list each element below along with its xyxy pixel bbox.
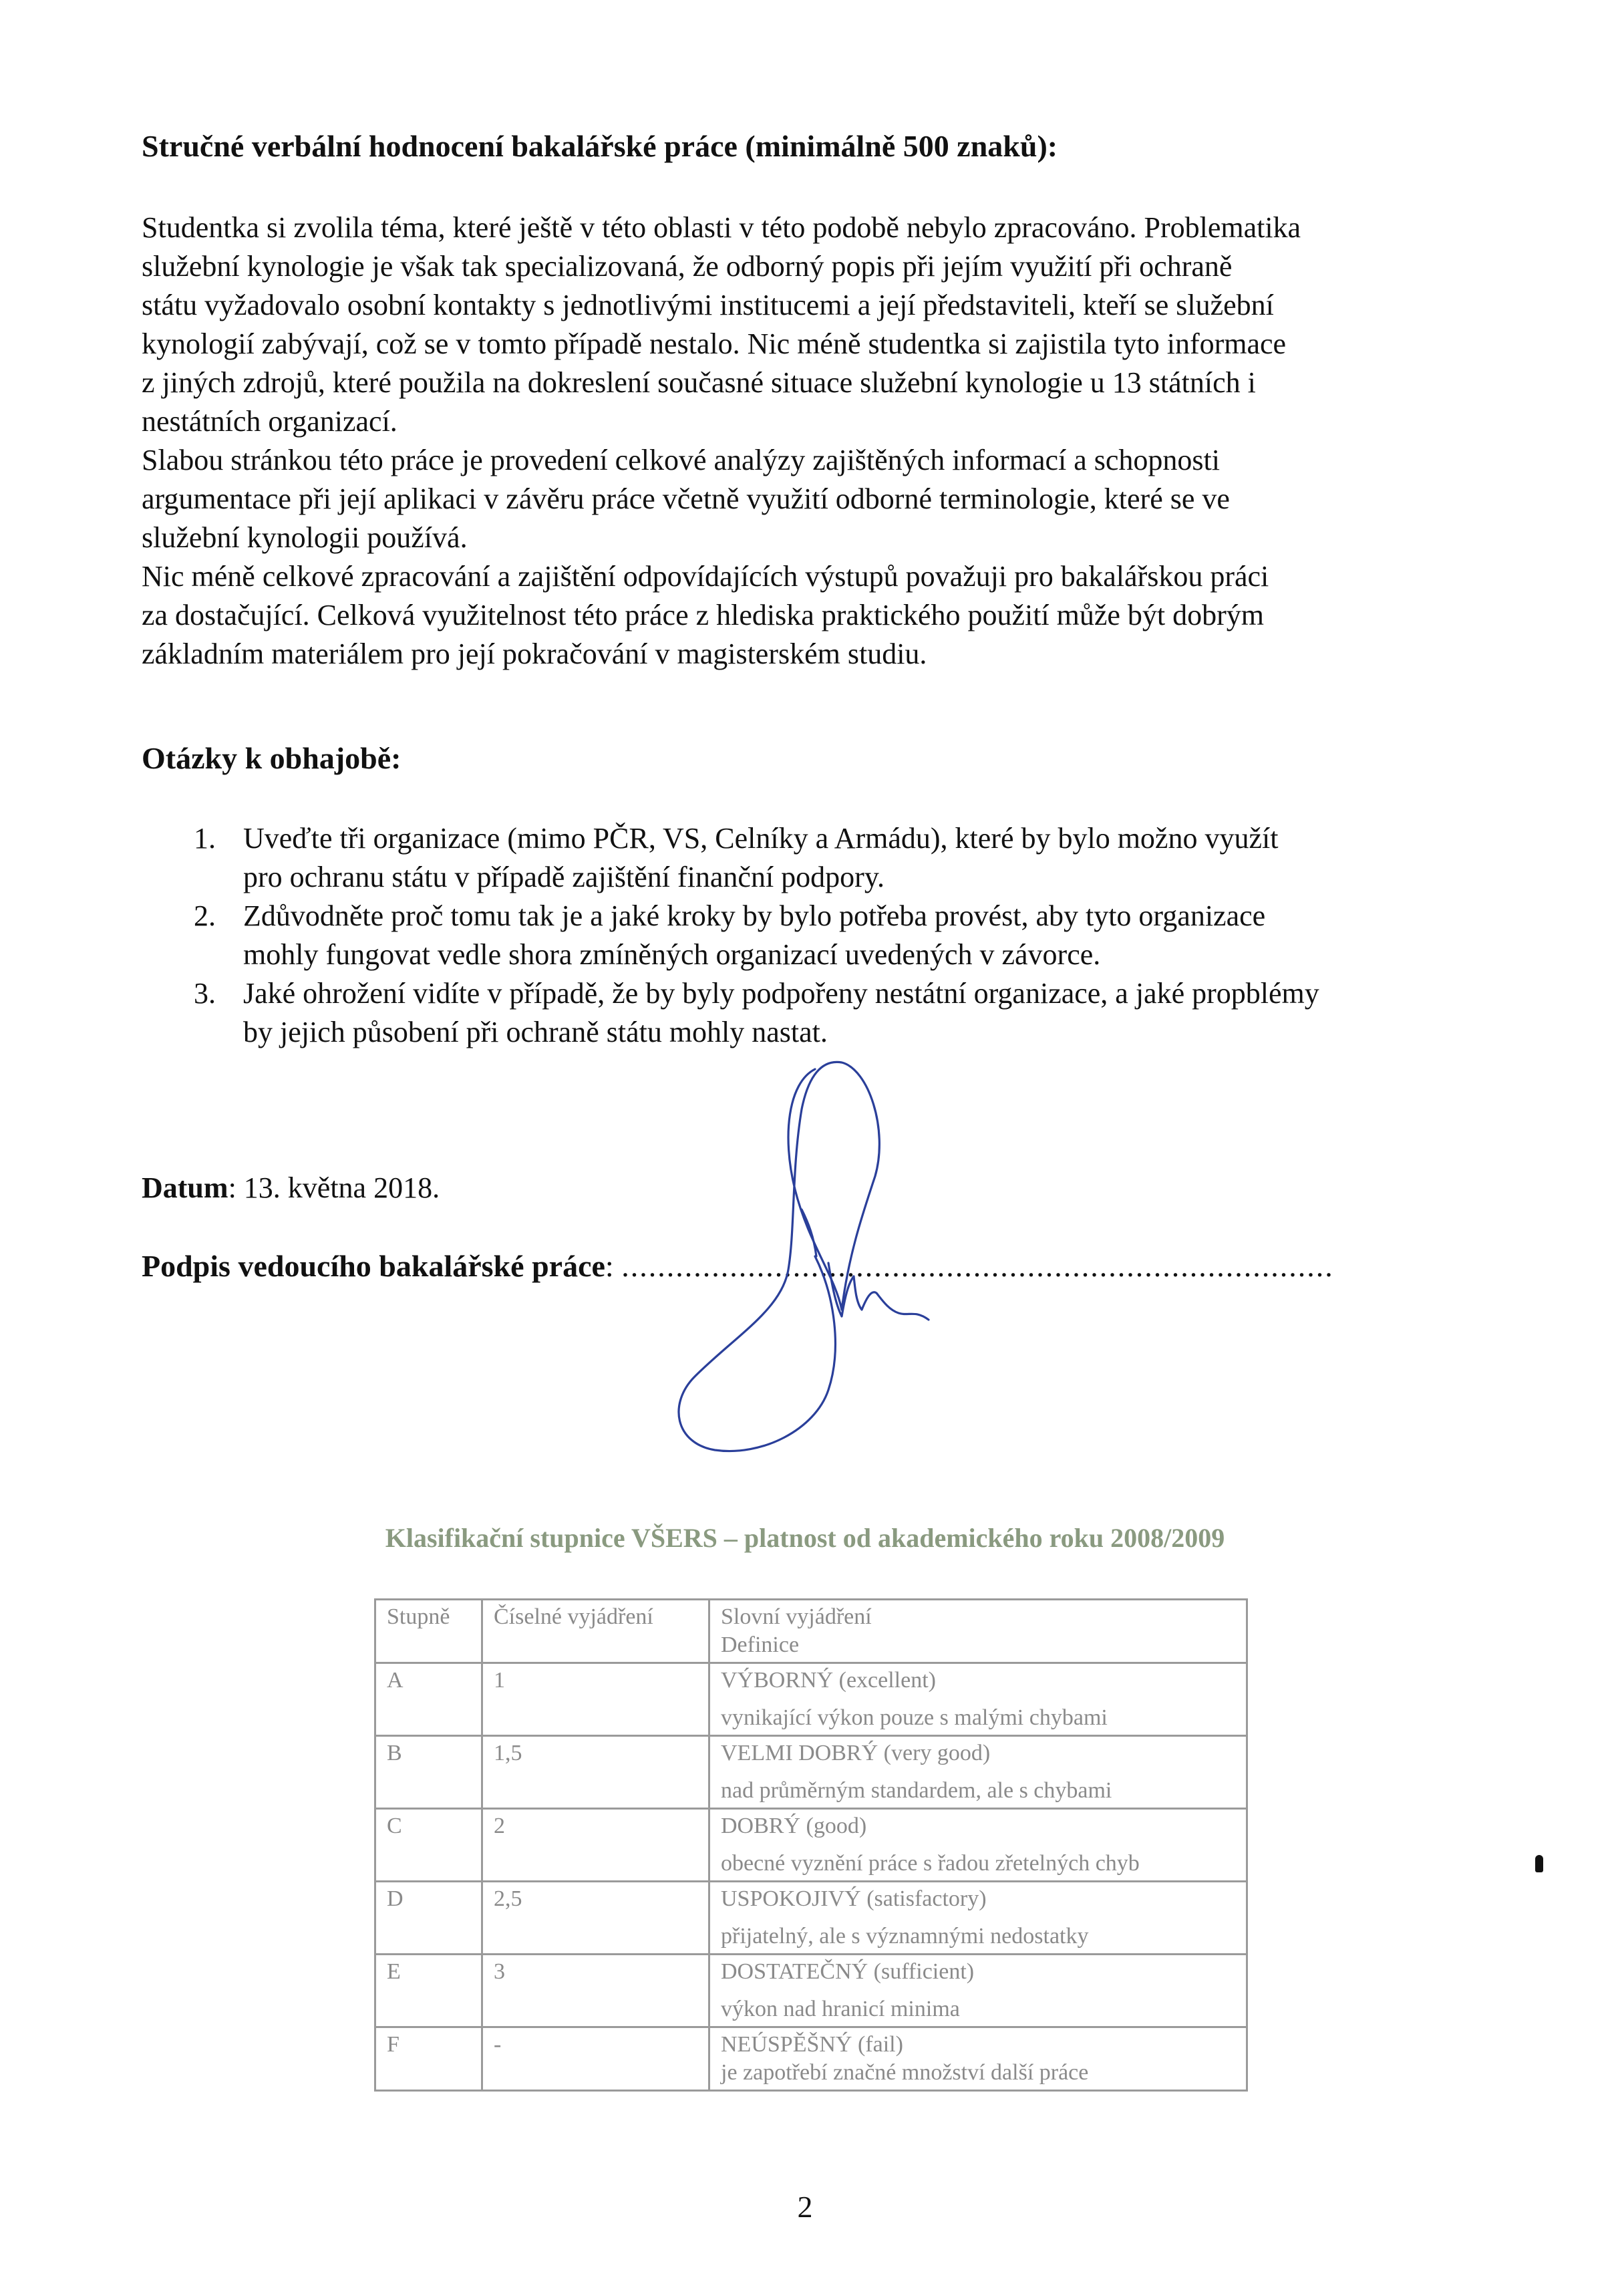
text-line: služební kynologii používá.: [142, 521, 468, 554]
header-numeric: Číselné vyjádření: [482, 1600, 709, 1663]
evaluation-paragraph-2: [142, 441, 1472, 557]
numeric-cell: 1,5: [482, 1736, 709, 1809]
header-grade: Stupně: [375, 1600, 482, 1663]
verbal-cell: [709, 1663, 1247, 1736]
grade-cell: D: [375, 1882, 482, 1955]
grade-definition: nad průměrným standardem, ale s chybami: [721, 1778, 1112, 1803]
grade-word: NEÚSPĚŠNÝ (fail): [721, 2032, 903, 2057]
questions-list: [142, 819, 1478, 1052]
signature-label: Podpis vedoucího bakalářské práce: [142, 1249, 605, 1283]
question-item: [142, 974, 1478, 1052]
grade-word: DOBRÝ (good): [721, 1814, 867, 1838]
classification-table: [374, 1598, 1248, 2092]
text-line: Nic méně celkové zpracování a zajištění odpovídajících výstupů považuji pro bakalářskou práci: [142, 560, 1269, 593]
grade-cell: B: [375, 1736, 482, 1809]
question-line: Jaké ohrožení vidíte v případě, že by byly podpořeny nestátní organizace, a jaké propblémy: [243, 977, 1319, 1010]
grade-definition: obecné vyznění práce s řadou zřetelných chyb: [721, 1851, 1140, 1876]
table-row: [375, 1955, 1247, 2027]
question-line: mohly fungovat vedle shora zmíněných organizací uvedených v závorce.: [243, 938, 1101, 971]
signature-colon: :: [605, 1249, 614, 1283]
question-number: 3.: [194, 977, 216, 1010]
scan-speck: [1535, 1855, 1543, 1872]
grade-cell: E: [375, 1955, 482, 2027]
table-row: [375, 1736, 1247, 1809]
text-line: Studentka si zvolila téma, které ještě v této oblasti v této podobě nebylo zpracováno. Problematika: [142, 211, 1301, 244]
signature-stroke: [679, 1062, 879, 1451]
question-number: 2.: [194, 899, 216, 932]
grade-cell: A: [375, 1663, 482, 1736]
header-definition-text: Definice: [721, 1632, 800, 1657]
grade-definition: výkon nad hranicí minima: [721, 1997, 960, 2021]
table-row: [375, 1882, 1247, 1955]
numeric-cell: -: [482, 2027, 709, 2091]
numeric-cell: 2,5: [482, 1882, 709, 1955]
question-item: [142, 897, 1478, 974]
verbal-evaluation-heading: Stručné verbální hodnocení bakalářské práce (minimálně 500 znaků):: [142, 129, 1058, 163]
table-row: [375, 2027, 1247, 2091]
grade-word: DOSTATEČNÝ (sufficient): [721, 1959, 975, 1984]
grade-definition: přijatelný, ale s významnými nedostatky: [721, 1924, 1089, 1949]
questions-heading-text: Otázky k obhajobě:: [142, 741, 401, 775]
text-line: státu vyžadovalo osobní kontakty s jednotlivými institucemi a její představiteli, kteří se služební: [142, 289, 1274, 321]
question-number: 1.: [194, 822, 216, 855]
page-number: 2: [797, 2190, 813, 2224]
verbal-cell: [709, 2027, 1247, 2091]
text-line: služební kynologie je však tak specializovaná, že odborný popis při jejím využití při ochraně: [142, 250, 1233, 283]
handwritten-signature: [641, 1056, 989, 1457]
evaluation-paragraph-3: [142, 557, 1472, 674]
question-line: pro ochranu státu v případě zajištění finanční podpory.: [243, 861, 884, 893]
grade-word: VELMI DOBRÝ (very good): [721, 1741, 991, 1765]
numeric-cell: 2: [482, 1809, 709, 1882]
question-item: [142, 819, 1478, 897]
numeric-cell: 1: [482, 1663, 709, 1736]
text-line: argumentace při její aplikaci v závěru práce včetně využití odborné terminologie, které se ve: [142, 482, 1230, 515]
question-line: Uveďte tři organizace (mimo PČR, VS, Celníky a Armádu), které by bylo možno využít: [243, 822, 1279, 855]
verbal-cell: [709, 1809, 1247, 1882]
grade-definition: je zapotřebí značné množství další práce: [721, 2060, 1089, 2085]
text-line: základním materiálem pro její pokračování v magisterském studiu.: [142, 637, 927, 670]
text-line: z jiných zdrojů, které použila na dokreslení současné situace služební kynologie u 13 státních i: [142, 366, 1256, 399]
date-label: Datum: [142, 1171, 228, 1204]
numeric-cell: 3: [482, 1955, 709, 2027]
table-header-row: [375, 1600, 1247, 1663]
table-row: [375, 1663, 1247, 1736]
grade-cell: C: [375, 1809, 482, 1882]
grade-word: VÝBORNÝ (excellent): [721, 1668, 936, 1693]
grade-word: USPOKOJIVÝ (satisfactory): [721, 1886, 987, 1911]
date-line: [142, 1171, 440, 1205]
verbal-cell: [709, 1736, 1247, 1809]
signature-dotted-line: ...............................................................................: [621, 1249, 1334, 1283]
grade-cell: F: [375, 2027, 482, 2091]
classification-title: Klasifikační stupnice VŠERS – platnost od akademického roku 2008/2009: [385, 1523, 1225, 1553]
verbal-cell: [709, 1882, 1247, 1955]
signature-strokes: [679, 1062, 929, 1451]
text-line: kynologií zabývají, což se v tomto případě nestalo. Nic méně studentka si zajistila tyto informace: [142, 327, 1287, 360]
evaluation-paragraph-1: [142, 208, 1472, 441]
text-line: Slabou stránkou této práce je provedení celkové analýzy zajištěných informací a schopnosti: [142, 444, 1220, 476]
questions-heading: [142, 740, 401, 776]
text-line: nestátních organizací.: [142, 405, 397, 438]
question-line: Zdůvodněte proč tomu tak je a jaké kroky by bylo potřeba provést, aby tyto organizace: [243, 899, 1266, 932]
verbal-cell: [709, 1955, 1247, 2027]
date-value: : 13. května 2018.: [228, 1171, 440, 1204]
header-verbal-text: Slovní vyjádření: [721, 1604, 872, 1629]
table-row: [375, 1809, 1247, 1882]
header-verbal: [709, 1600, 1247, 1663]
grade-definition: vynikající výkon pouze s malými chybami: [721, 1705, 1108, 1730]
text-line: za dostačující. Celková využitelnost této práce z hlediska praktického použití může být dobrým: [142, 599, 1265, 631]
question-line: by jejich působení při ochraně státu mohly nastat.: [243, 1016, 828, 1048]
